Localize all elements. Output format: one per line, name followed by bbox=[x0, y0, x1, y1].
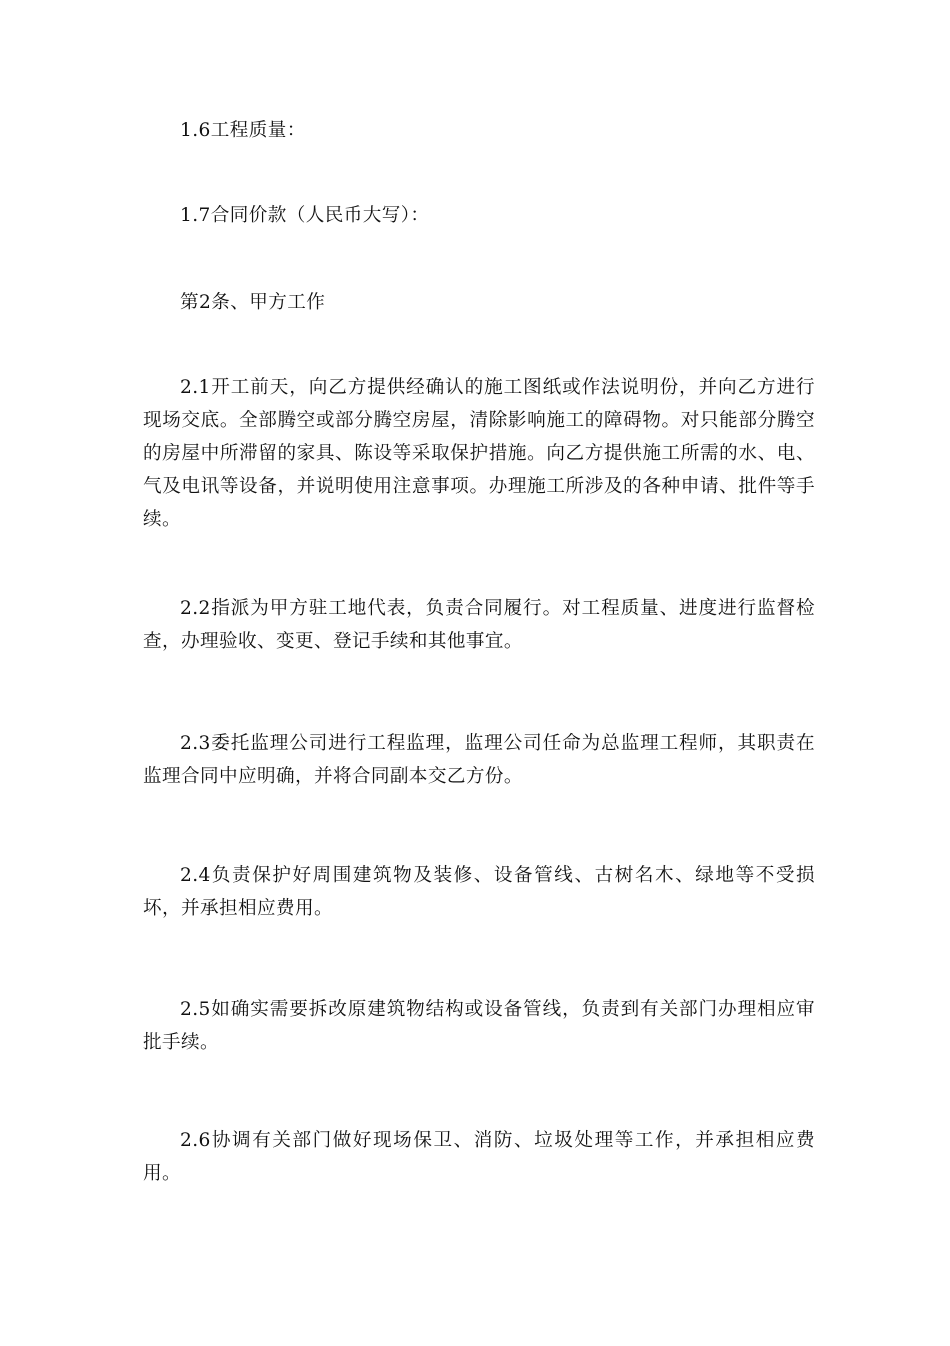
clause-2-1: 2.1开工前天，向乙方提供经确认的施工图纸或作法说明份，并向乙方进行现场交底。全部腾空或部分腾空房屋，清除影响施工的障碍物。对只能部分腾空的房屋中所滞留的家具、陈设等采取保护措施。向乙方提供施工所需的水、电、气及电讯等设备，并说明使用注意事项。办理施工所涉及的各种申请、批件等手续。 bbox=[143, 377, 815, 530]
clause-2-5: 2.5如确实需要拆改原建筑物结构或设备管线，负责到有关部门办理相应审批手续。 bbox=[143, 999, 815, 1053]
clause-2-2: 2.2指派为甲方驻工地代表，负责合同履行。对工程质量、进度进行监督检查，办理验收、变更、登记手续和其他事宜。 bbox=[143, 598, 815, 652]
clause-2-3: 2.3委托监理公司进行工程监理，监理公司任命为总监理工程师，其职责在监理合同中应明确，并将合同副本交乙方份。 bbox=[143, 733, 815, 787]
article-2-heading: 第2条、甲方工作 bbox=[180, 292, 326, 313]
clause-1-6-quality: 1.6工程质量： bbox=[180, 120, 306, 141]
clause-1-7-price: 1.7合同价款（人民币大写）： bbox=[180, 205, 430, 226]
clause-2-4: 2.4负责保护好周围建筑物及装修、设备管线、古树名木、绿地等不受损坏，并承担相应费用。 bbox=[143, 865, 815, 919]
clause-2-6: 2.6协调有关部门做好现场保卫、消防、垃圾处理等工作，并承担相应费用。 bbox=[143, 1130, 815, 1184]
